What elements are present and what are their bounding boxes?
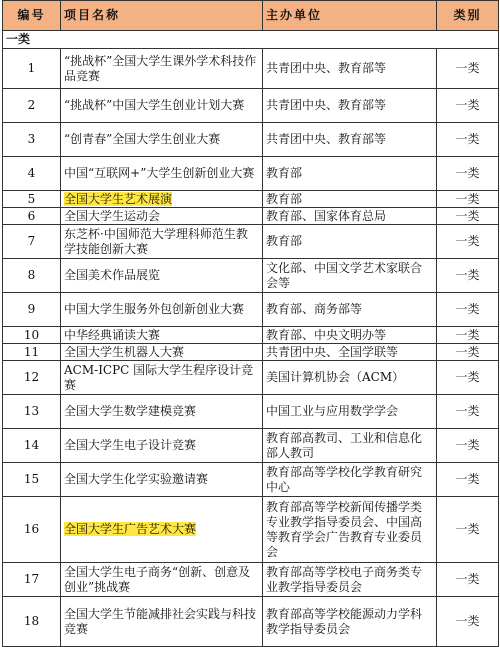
row-project-name: 中华经典诵读大赛 <box>61 327 263 344</box>
row-number: 3 <box>3 123 61 157</box>
row-number: 15 <box>3 463 61 497</box>
row-project-name: ACM-ICPC 国际大学生程序设计竞赛 <box>61 361 263 395</box>
row-category: 一类 <box>437 157 499 191</box>
row-project-name: 中国“互联网+”大学生创新创业大赛 <box>61 157 263 191</box>
header-number: 编号 <box>3 1 61 31</box>
table-row <box>3 395 499 429</box>
row-organizer: 教育部 <box>263 157 437 191</box>
table-row <box>3 259 499 293</box>
table-body <box>3 31 499 647</box>
row-organizer: 教育部、商务部等 <box>263 293 437 327</box>
row-organizer: 教育部高等学校化学教育研究中心 <box>263 463 437 497</box>
row-organizer: 中国工业与应用数学学会 <box>263 395 437 429</box>
row-number: 18 <box>3 597 61 647</box>
row-number: 1 <box>3 49 61 89</box>
row-project-name: 全国大学生数学建模竞赛 <box>61 395 263 429</box>
row-category: 一类 <box>437 293 499 327</box>
section-label: 一类 <box>3 31 499 49</box>
row-category: 一类 <box>437 429 499 463</box>
row-project-name: 全国大学生机器人大赛 <box>61 344 263 361</box>
row-number: 10 <box>3 327 61 344</box>
row-category: 一类 <box>437 497 499 563</box>
row-organizer: 教育部 <box>263 225 437 259</box>
row-category: 一类 <box>437 123 499 157</box>
row-organizer: 教育部 <box>263 191 437 208</box>
row-number: 5 <box>3 191 61 208</box>
row-organizer: 美国计算机协会（ACM） <box>263 361 437 395</box>
table-row <box>3 563 499 597</box>
row-project-name: 全国大学生电子设计竞赛 <box>61 429 263 463</box>
table-row <box>3 497 499 563</box>
table-row <box>3 89 499 123</box>
row-project-name: 全国大学生电子商务“创新、创意及创业”挑战赛 <box>61 563 263 597</box>
row-number: 9 <box>3 293 61 327</box>
row-number: 13 <box>3 395 61 429</box>
row-project-name: 中国大学生服务外包创新创业大赛 <box>61 293 263 327</box>
row-category: 一类 <box>437 344 499 361</box>
table-header-row <box>3 1 499 31</box>
header-organizer: 主办单位 <box>263 1 437 31</box>
highlighted-text: 全国大学生艺术展演 <box>64 191 173 206</box>
row-number: 17 <box>3 563 61 597</box>
row-project-name <box>61 497 263 563</box>
row-project-name: “创青春”全国大学生创业大赛 <box>61 123 263 157</box>
row-organizer: 共青团中央、教育部等 <box>263 89 437 123</box>
highlighted-text: 全国大学生广告艺术大赛 <box>64 522 197 536</box>
competition-table <box>2 0 499 647</box>
table-row <box>3 49 499 89</box>
table-row <box>3 225 499 259</box>
row-project-name: 全国大学生化学实验邀请赛 <box>61 463 263 497</box>
row-category: 一类 <box>437 191 499 208</box>
row-project-name <box>61 191 263 208</box>
row-number: 16 <box>3 497 61 563</box>
table-row <box>3 429 499 463</box>
row-number: 8 <box>3 259 61 293</box>
row-project-name: 全国大学生节能减排社会实践与科技竞赛 <box>61 597 263 647</box>
row-number: 6 <box>3 208 61 225</box>
row-organizer: 共青团中央、全国学联等 <box>263 344 437 361</box>
section-row <box>3 31 499 49</box>
row-project-name: “挑战杯”中国大学生创业计划大赛 <box>61 89 263 123</box>
row-organizer: 教育部高等学校新闻传播学类专业教学指导委员会、中国高等教育学会广告教育专业委员会 <box>263 497 437 563</box>
row-category: 一类 <box>437 327 499 344</box>
row-organizer: 共青团中央、教育部等 <box>263 123 437 157</box>
row-category: 一类 <box>437 361 499 395</box>
table-row <box>3 208 499 225</box>
table-row <box>3 597 499 647</box>
row-organizer: 教育部高教司、工业和信息化部人教司 <box>263 429 437 463</box>
table-row <box>3 327 499 344</box>
row-category: 一类 <box>437 259 499 293</box>
table-row <box>3 293 499 327</box>
row-category: 一类 <box>437 208 499 225</box>
row-number: 7 <box>3 225 61 259</box>
table-row <box>3 157 499 191</box>
row-category: 一类 <box>437 463 499 497</box>
table-row <box>3 361 499 395</box>
row-category: 一类 <box>437 225 499 259</box>
row-organizer: 共青团中央、教育部等 <box>263 49 437 89</box>
row-number: 12 <box>3 361 61 395</box>
row-number: 14 <box>3 429 61 463</box>
row-category: 一类 <box>437 597 499 647</box>
table-row <box>3 123 499 157</box>
row-number: 4 <box>3 157 61 191</box>
row-number: 11 <box>3 344 61 361</box>
row-organizer: 教育部高等学校电子商务类专业教学指导委员会 <box>263 563 437 597</box>
table-row <box>3 344 499 361</box>
row-project-name: 全国美术作品展览 <box>61 259 263 293</box>
row-organizer: 文化部、中国文学艺术家联合会等 <box>263 259 437 293</box>
row-organizer: 教育部、中央文明办等 <box>263 327 437 344</box>
row-category: 一类 <box>437 395 499 429</box>
row-project-name: “挑战杯”全国大学生课外学术科技作品竞赛 <box>61 49 263 89</box>
table-row <box>3 191 499 208</box>
row-category: 一类 <box>437 563 499 597</box>
row-category: 一类 <box>437 89 499 123</box>
row-project-name: 全国大学生运动会 <box>61 208 263 225</box>
row-project-name: 东芝杯·中国师范大学理科师范生教学技能创新大赛 <box>61 225 263 259</box>
row-organizer: 教育部、国家体育总局 <box>263 208 437 225</box>
row-organizer: 教育部高等学校能源动力学科教学指导委员会 <box>263 597 437 647</box>
row-category: 一类 <box>437 49 499 89</box>
row-number: 2 <box>3 89 61 123</box>
header-name: 项目名称 <box>61 1 263 31</box>
table-row <box>3 463 499 497</box>
header-category: 类别 <box>437 1 499 31</box>
